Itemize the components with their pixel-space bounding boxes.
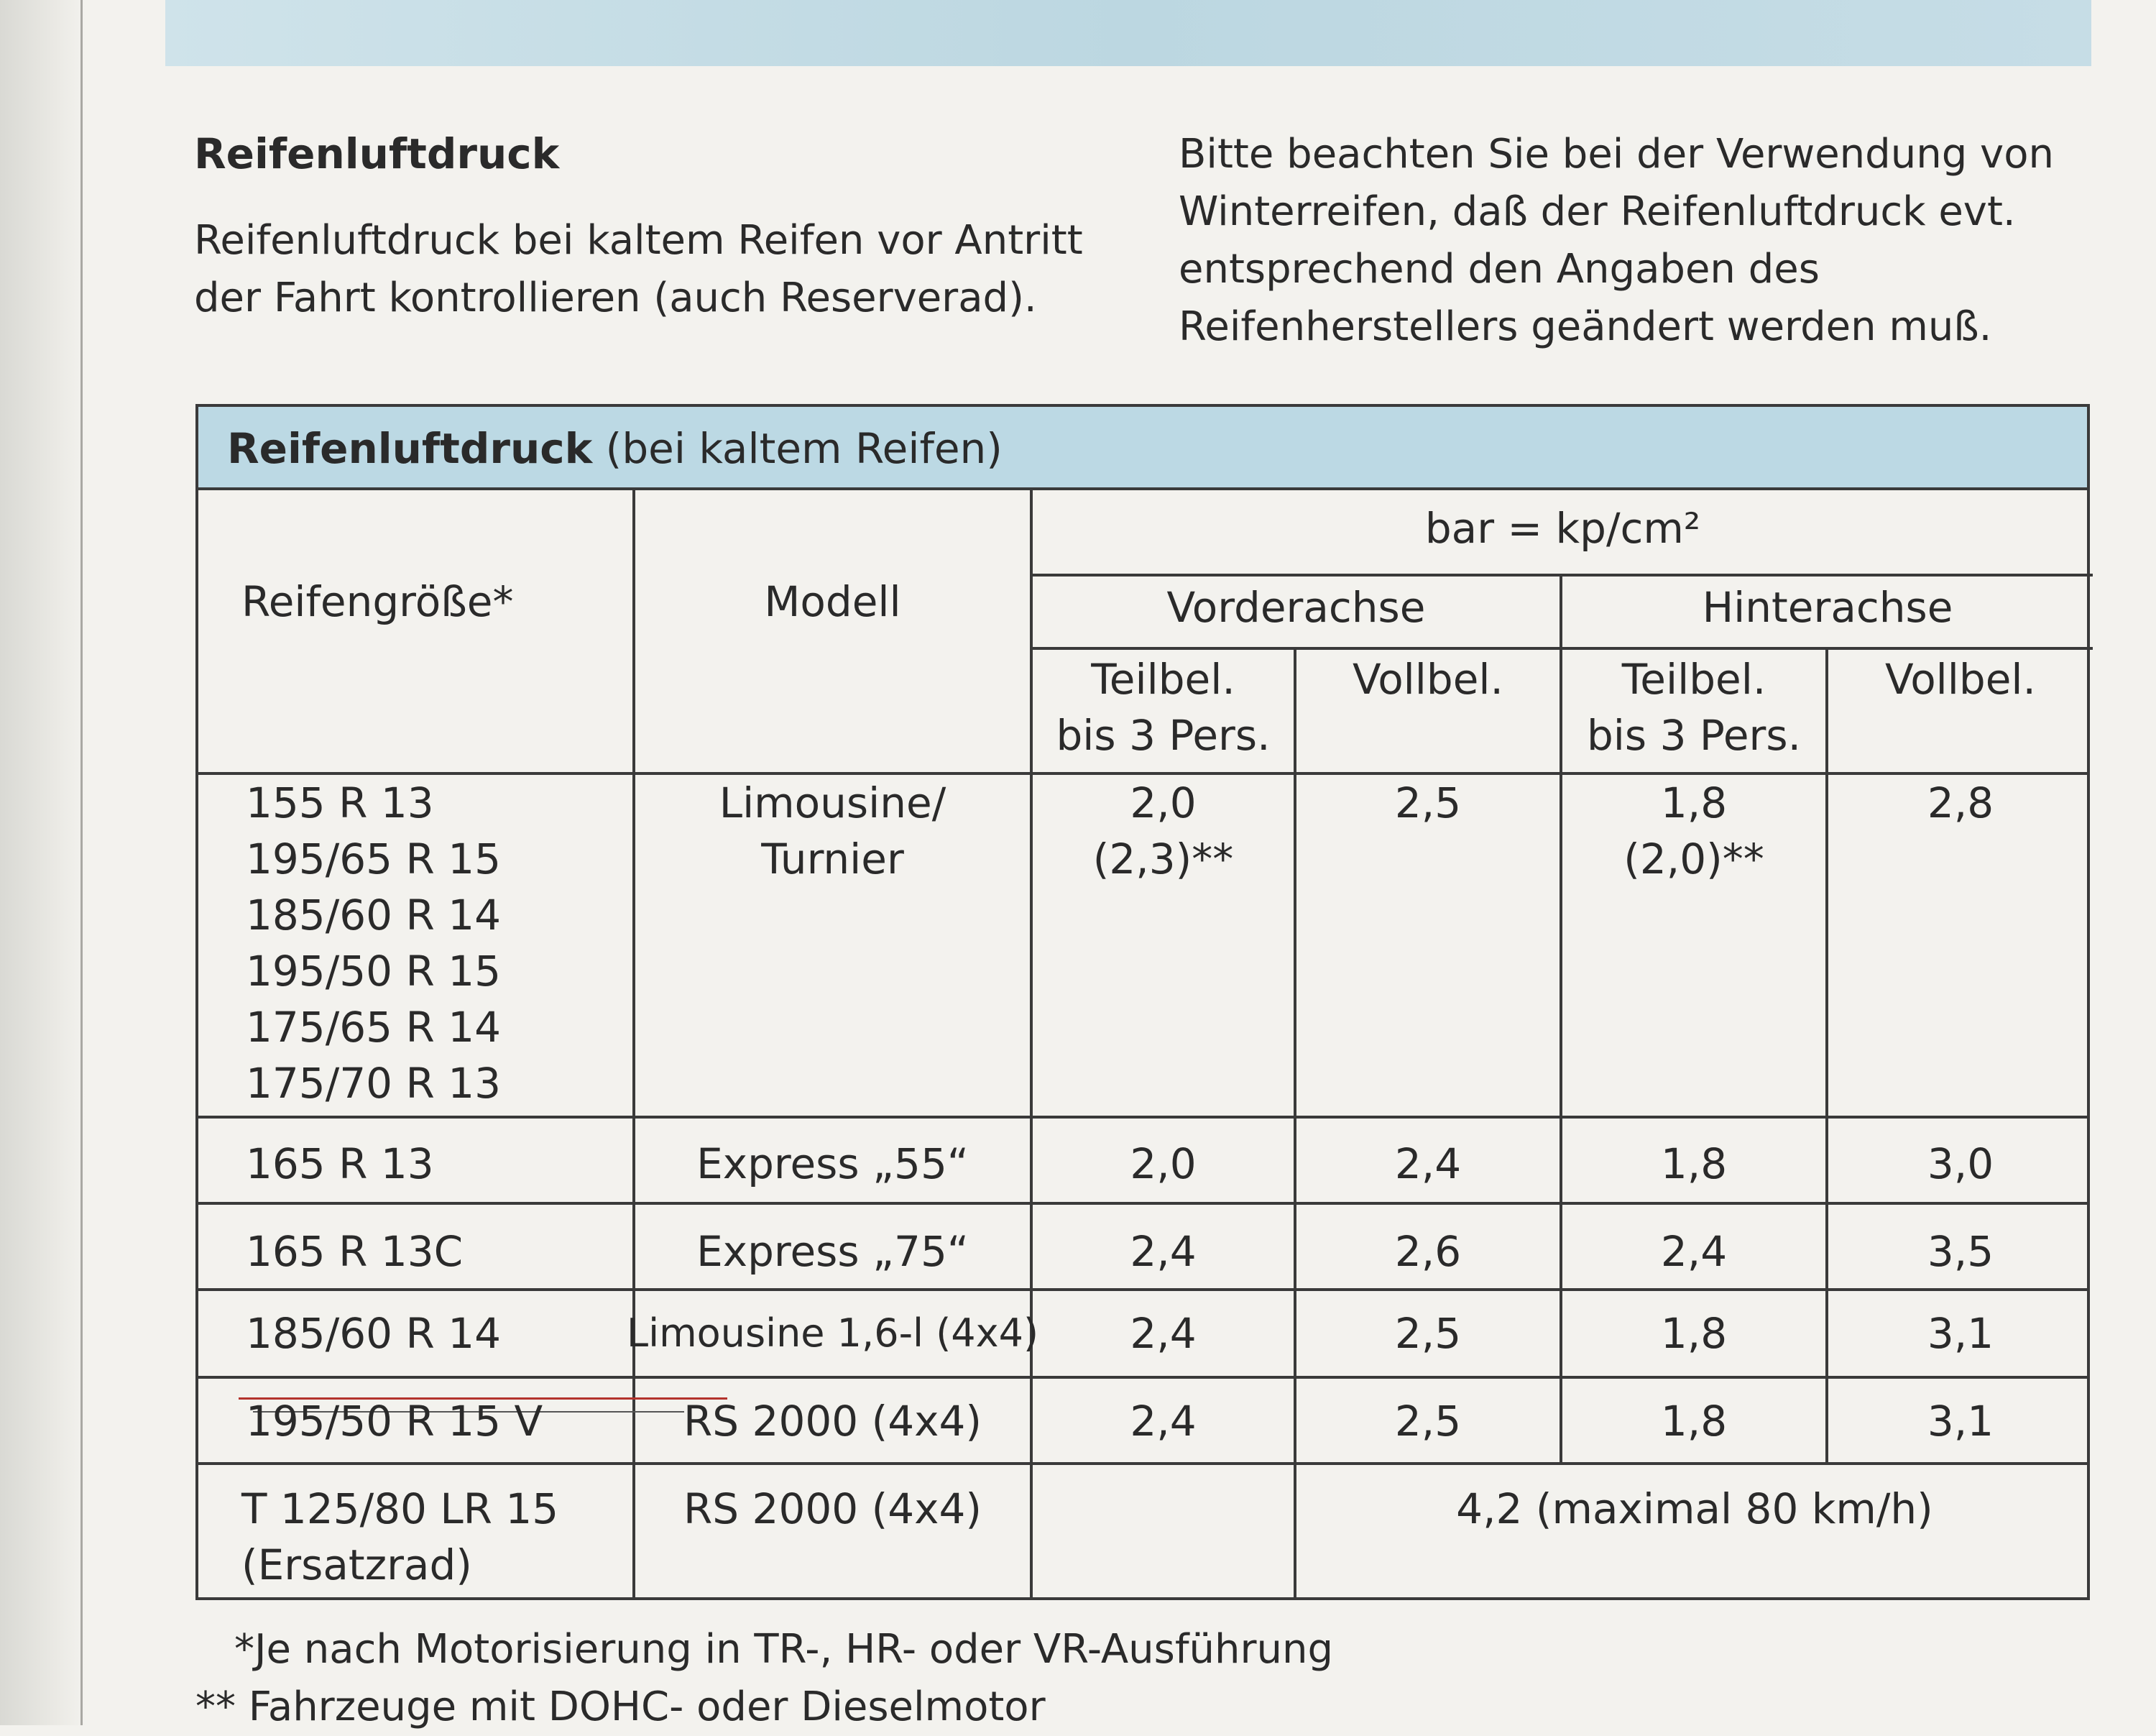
row3-model: Express „75“ [696, 1227, 969, 1276]
row4-model: Limousine 1,6-l (4x4) [626, 1310, 1039, 1356]
row2-tire-size: 165 R 13 [246, 1139, 434, 1188]
row4-front-partial: 2,4 [1130, 1309, 1197, 1358]
header-front-full: Vollbel. [1353, 655, 1503, 704]
row1-rear-partial: 1,8 (2,0)** [1623, 779, 1764, 883]
header-model: Modell [764, 577, 901, 626]
table-title [198, 407, 2087, 490]
row1-rear-full: 2,8 [1927, 779, 1994, 827]
section-heading: Reifenluftdruck [194, 129, 560, 178]
row1-tire-sizes: 155 R 13 195/65 R 15 185/60 R 14 195/50 R 15 175/65 R 14 175/70 R 13 [246, 779, 502, 1108]
row4-rear-partial: 1,8 [1660, 1309, 1728, 1358]
intro-paragraph: Reifenluftdruck bei kaltem Reifen vor Antritt der Fahrt kontrollieren (auch Reserverad). [194, 217, 1083, 321]
row5-tire-size: 195/50 R 15 V [246, 1397, 543, 1446]
row1-front-full: 2,5 [1394, 779, 1462, 827]
rule-row-1 [198, 1116, 2087, 1119]
table-title-rest: (bei kaltem Reifen) [592, 424, 1003, 473]
header-front-partial: Teilbel. bis 3 Pers. [1056, 655, 1271, 760]
row5-rear-partial: 1,8 [1660, 1397, 1728, 1446]
row2-rear-partial: 1,8 [1660, 1139, 1728, 1188]
row3-front-partial: 2,4 [1130, 1227, 1197, 1276]
footnote-dohc-diesel: ** Fahrzeuge mit DOHC- oder Dieselmotor [195, 1684, 1046, 1730]
row5-front-full: 2,5 [1394, 1397, 1462, 1446]
row4-rear-full: 3,1 [1927, 1309, 1994, 1358]
row4-front-full: 2,5 [1394, 1309, 1462, 1358]
row1-model: Limousine/ Turnier [719, 779, 946, 883]
footnotes [195, 1621, 1333, 1736]
row5-rear-full: 3,1 [1927, 1397, 1994, 1446]
row2-front-partial: 2,0 [1130, 1139, 1197, 1188]
row6-tire-size: T 125/80 LR 15 (Ersatzrad) [241, 1484, 559, 1589]
row5-model: RS 2000 (4x4) [683, 1397, 982, 1446]
header-unit: bar = kp/cm² [1424, 504, 1701, 553]
table-title-bold: Reifenluftdruck [227, 424, 593, 473]
row3-front-full: 2,6 [1394, 1227, 1462, 1276]
row2-model: Express „55“ [696, 1139, 969, 1188]
rule-row-4 [198, 1376, 2087, 1379]
row4-tire-size: 185/60 R 14 [246, 1309, 502, 1358]
row1-front-partial: 2,0 (2,3)** [1092, 779, 1234, 883]
tire-pressure-table [195, 404, 2090, 1600]
winter-tire-notice: Bitte beachten Sie bei der Verwendung von Winterreifen, daß der Reifenluftdruck evt. entsprechend den Angaben des Reifenherstellers geändert werden muß. [1179, 131, 2054, 350]
footnote-motorization: *Je nach Motorisierung in TR-, HR- oder VR-Ausführung [234, 1626, 1334, 1673]
page-left-edge [0, 0, 86, 1725]
row3-rear-partial: 2,4 [1660, 1227, 1728, 1276]
row5-front-partial: 2,4 [1130, 1397, 1197, 1446]
row6-spare-pressure: 4,2 (maximal 80 km/h) [1456, 1484, 1933, 1533]
header-front-axle: Vorderachse [1166, 583, 1426, 632]
row2-front-full: 2,4 [1394, 1139, 1462, 1188]
header-rear-full: Vollbel. [1885, 655, 2036, 704]
page-fold-line [80, 0, 83, 1725]
row6-model: RS 2000 (4x4) [683, 1484, 982, 1533]
row3-tire-size: 165 R 13C [246, 1227, 464, 1276]
row2-rear-full: 3,0 [1927, 1139, 1994, 1188]
row3-rear-full: 3,5 [1927, 1227, 1994, 1276]
rule-row-5 [198, 1462, 2087, 1465]
header-tire-size: Reifengröße* [241, 577, 514, 626]
top-color-band [165, 0, 2091, 66]
header-rear-axle: Hinterachse [1702, 583, 1953, 632]
rule-row-3 [198, 1288, 2087, 1291]
header-rear-partial: Teilbel. bis 3 Pers. [1586, 655, 1801, 760]
rule-row-2 [198, 1202, 2087, 1205]
